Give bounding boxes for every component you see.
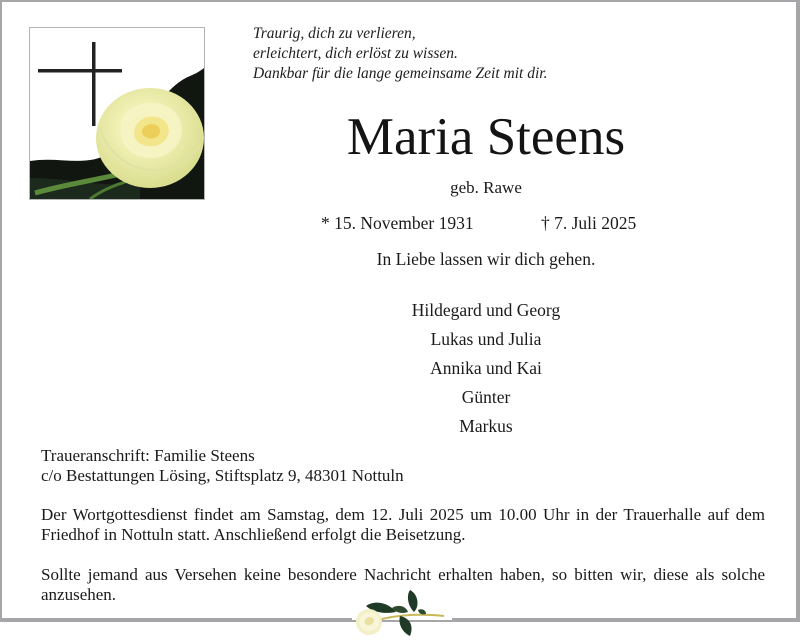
address-line: Traueranschrift: Familie Steens: [41, 446, 255, 465]
mourner: Hildegard und Georg: [411, 300, 561, 320]
rose-ornament: [352, 586, 452, 639]
rose-icon: [352, 586, 452, 639]
mourner: Markus: [459, 416, 513, 436]
poem-line: Dankbar für die lange gemeinsame Zeit mit dir.: [253, 65, 548, 82]
mourner: Lukas und Julia: [430, 329, 542, 349]
poem: [253, 24, 547, 84]
mourner: Günter: [461, 387, 511, 407]
mourner: Annika und Kai: [430, 358, 542, 378]
poem-line: erleichtert, dich erlöst zu wissen.: [253, 45, 458, 62]
address-line: c/o Bestattungen Lösing, Stiftsplatz 9, 48301 Nottuln: [41, 466, 404, 485]
closing-note: Sollte jemand aus Versehen keine besondere Nachricht erhalten haben, so bitten wir, diese als solche anzusehen.: [41, 565, 765, 604]
motto: In Liebe lassen wir dich gehen.: [376, 249, 596, 269]
service-info: Der Wortgottesdienst findet am Samstag, dem 12. Juli 2025 um 10.00 Uhr in der Trauerhalle auf dem Friedhof in Nottuln statt. Anschließend erfolgt die Beisetzung.: [41, 505, 765, 544]
cross-rose-photo: [29, 27, 205, 200]
birth-name: geb. Rawe: [450, 178, 522, 197]
cross-rose-icon: [30, 28, 204, 199]
poem-line: Traurig, dich zu verlieren,: [253, 25, 416, 42]
mourners-list: [380, 296, 592, 441]
deceased-name: Maria Steens: [346, 108, 626, 166]
birth-date: * 15. November 1931: [321, 213, 474, 233]
mourning-address: [41, 446, 404, 486]
death-date: † 7. Juli 2025: [541, 213, 637, 233]
